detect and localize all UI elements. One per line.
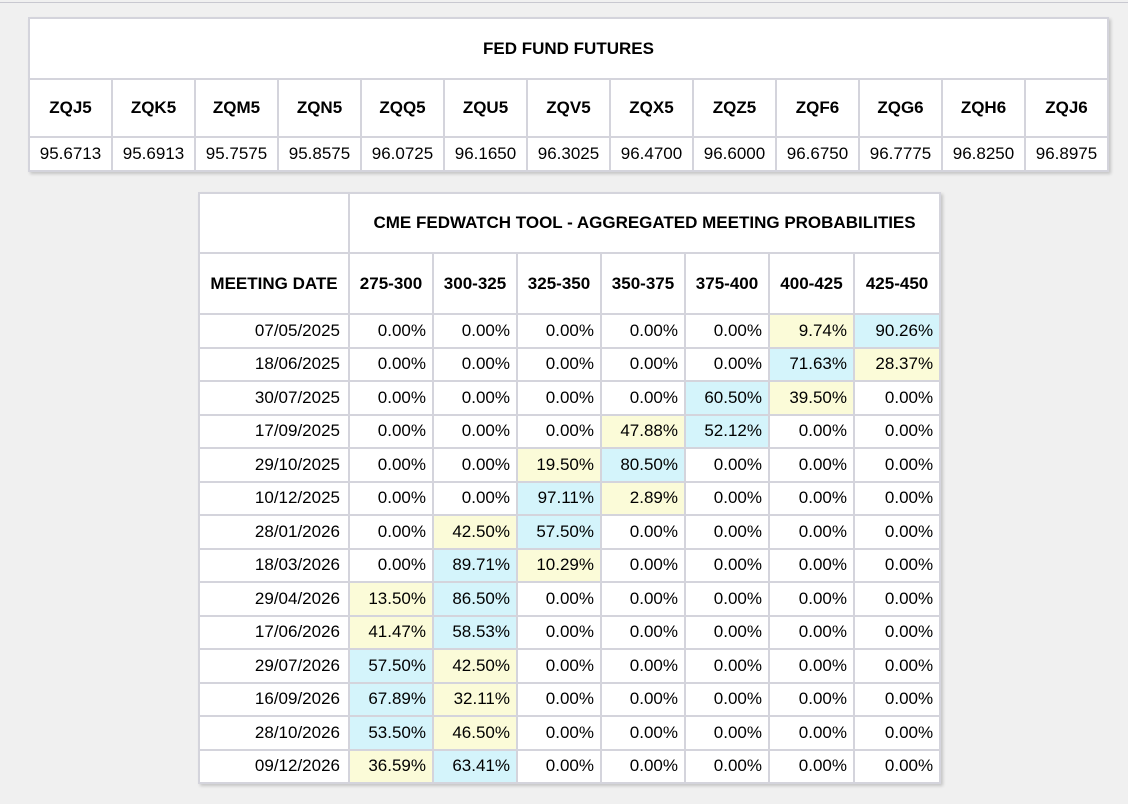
- probability-cell: 0.00%: [769, 549, 854, 583]
- probability-cell: 28.37%: [854, 348, 940, 382]
- meeting-date-cell: 30/07/2025: [199, 381, 349, 415]
- meeting-row: [199, 616, 940, 650]
- fedwatch-table-title: CME FEDWATCH TOOL - AGGREGATED MEETING PROBABILITIES: [349, 193, 940, 253]
- probability-cell: 0.00%: [601, 716, 685, 750]
- fedwatch-header-row: [199, 253, 940, 314]
- probability-cell: 0.00%: [349, 381, 433, 415]
- probability-cell: 0.00%: [601, 381, 685, 415]
- probability-cell: 0.00%: [349, 415, 433, 449]
- probability-cell: 0.00%: [769, 616, 854, 650]
- futures-symbol-cell: ZQQ5: [361, 79, 444, 137]
- probability-cell: 0.00%: [349, 448, 433, 482]
- probability-cell: 0.00%: [517, 683, 601, 717]
- futures-price-row: [29, 137, 1108, 171]
- futures-price-cell: 95.7575: [195, 137, 278, 171]
- probability-cell: 52.12%: [685, 415, 769, 449]
- probability-cell: 0.00%: [769, 515, 854, 549]
- futures-price-cell: 96.8975: [1025, 137, 1108, 171]
- rate-range-header: 400-425: [769, 253, 854, 314]
- probability-cell: 58.53%: [433, 616, 517, 650]
- probability-cell: 0.00%: [349, 314, 433, 348]
- probability-cell: 0.00%: [433, 448, 517, 482]
- meeting-row: [199, 448, 940, 482]
- probability-cell: 0.00%: [517, 348, 601, 382]
- probability-cell: 0.00%: [685, 314, 769, 348]
- meeting-row: [199, 314, 940, 348]
- futures-symbol-cell: ZQK5: [112, 79, 195, 137]
- probability-cell: 0.00%: [769, 750, 854, 784]
- meeting-date-cell: 17/06/2026: [199, 616, 349, 650]
- rate-range-header: 375-400: [685, 253, 769, 314]
- probability-cell: 0.00%: [601, 515, 685, 549]
- probability-cell: 0.00%: [854, 482, 940, 516]
- probability-cell: 0.00%: [769, 649, 854, 683]
- futures-symbol-row: [29, 79, 1108, 137]
- futures-symbol-cell: ZQU5: [444, 79, 527, 137]
- probability-cell: 80.50%: [601, 448, 685, 482]
- fedwatch-probabilities-table: [198, 192, 941, 784]
- futures-price-cell: 96.4700: [610, 137, 693, 171]
- probability-cell: 0.00%: [517, 649, 601, 683]
- probability-cell: 0.00%: [769, 482, 854, 516]
- meeting-row: [199, 683, 940, 717]
- probability-cell: 0.00%: [601, 649, 685, 683]
- probability-cell: 71.63%: [769, 348, 854, 382]
- meeting-date-cell: 28/01/2026: [199, 515, 349, 549]
- probability-cell: 0.00%: [854, 582, 940, 616]
- probability-cell: 0.00%: [433, 348, 517, 382]
- meeting-row: [199, 582, 940, 616]
- top-divider: [0, 2, 1128, 3]
- futures-price-cell: 96.8250: [942, 137, 1025, 171]
- meeting-row: [199, 482, 940, 516]
- rate-range-header: 300-325: [433, 253, 517, 314]
- probability-cell: 86.50%: [433, 582, 517, 616]
- probability-cell: 0.00%: [854, 381, 940, 415]
- futures-symbol-cell: ZQH6: [942, 79, 1025, 137]
- meeting-date-cell: 28/10/2026: [199, 716, 349, 750]
- futures-symbol-cell: ZQJ6: [1025, 79, 1108, 137]
- probability-cell: 0.00%: [601, 582, 685, 616]
- probability-cell: 0.00%: [769, 716, 854, 750]
- rate-range-header: 325-350: [517, 253, 601, 314]
- probability-cell: 90.26%: [854, 314, 940, 348]
- probability-cell: 0.00%: [517, 616, 601, 650]
- rate-range-header: 350-375: [601, 253, 685, 314]
- futures-symbol-cell: ZQF6: [776, 79, 859, 137]
- futures-symbol-cell: ZQZ5: [693, 79, 776, 137]
- meeting-row: [199, 515, 940, 549]
- probability-cell: 32.11%: [433, 683, 517, 717]
- probability-cell: 0.00%: [601, 750, 685, 784]
- probability-cell: 89.71%: [433, 549, 517, 583]
- probability-cell: 0.00%: [685, 716, 769, 750]
- probability-cell: 41.47%: [349, 616, 433, 650]
- futures-symbol-cell: ZQN5: [278, 79, 361, 137]
- probability-cell: 0.00%: [517, 582, 601, 616]
- probability-cell: 0.00%: [349, 549, 433, 583]
- probability-cell: 2.89%: [601, 482, 685, 516]
- probability-cell: 0.00%: [685, 616, 769, 650]
- probability-cell: 57.50%: [349, 649, 433, 683]
- meeting-row: [199, 649, 940, 683]
- meeting-date-cell: 29/04/2026: [199, 582, 349, 616]
- probability-cell: 0.00%: [349, 348, 433, 382]
- probability-cell: 60.50%: [685, 381, 769, 415]
- meeting-row: [199, 750, 940, 784]
- meeting-row: [199, 348, 940, 382]
- futures-price-cell: 96.6750: [776, 137, 859, 171]
- probability-cell: 39.50%: [769, 381, 854, 415]
- probability-cell: 0.00%: [769, 683, 854, 717]
- rate-range-header: 275-300: [349, 253, 433, 314]
- probability-cell: 42.50%: [433, 649, 517, 683]
- futures-table-title: FED FUND FUTURES: [29, 18, 1108, 79]
- probability-cell: 0.00%: [517, 750, 601, 784]
- meeting-date-cell: 10/12/2025: [199, 482, 349, 516]
- meeting-date-cell: 18/06/2025: [199, 348, 349, 382]
- probability-cell: 0.00%: [854, 515, 940, 549]
- probability-cell: 0.00%: [517, 415, 601, 449]
- futures-price-cell: 96.7775: [859, 137, 942, 171]
- probability-cell: 0.00%: [601, 348, 685, 382]
- blank-corner-cell: [199, 193, 349, 253]
- meeting-date-cell: 07/05/2025: [199, 314, 349, 348]
- probability-cell: 0.00%: [601, 314, 685, 348]
- probability-cell: 0.00%: [854, 415, 940, 449]
- probability-cell: 13.50%: [349, 582, 433, 616]
- probability-cell: 0.00%: [601, 683, 685, 717]
- probability-cell: 0.00%: [685, 515, 769, 549]
- probability-cell: 0.00%: [517, 716, 601, 750]
- probability-cell: 0.00%: [854, 448, 940, 482]
- probability-cell: 97.11%: [517, 482, 601, 516]
- probability-cell: 0.00%: [769, 415, 854, 449]
- rate-range-header: 425-450: [854, 253, 940, 314]
- probability-cell: 57.50%: [517, 515, 601, 549]
- probability-cell: 0.00%: [854, 683, 940, 717]
- probability-cell: 0.00%: [685, 482, 769, 516]
- probability-cell: 63.41%: [433, 750, 517, 784]
- probability-cell: 67.89%: [349, 683, 433, 717]
- futures-price-cell: 95.6913: [112, 137, 195, 171]
- futures-symbol-cell: ZQM5: [195, 79, 278, 137]
- meeting-date-cell: 17/09/2025: [199, 415, 349, 449]
- probability-cell: 0.00%: [685, 348, 769, 382]
- futures-price-cell: 96.1650: [444, 137, 527, 171]
- meeting-date-cell: 16/09/2026: [199, 683, 349, 717]
- probability-cell: 36.59%: [349, 750, 433, 784]
- futures-price-cell: 95.8575: [278, 137, 361, 171]
- probability-cell: 0.00%: [769, 448, 854, 482]
- probability-cell: 19.50%: [517, 448, 601, 482]
- probability-cell: 0.00%: [685, 649, 769, 683]
- probability-cell: 0.00%: [854, 750, 940, 784]
- meeting-row: [199, 415, 940, 449]
- probability-cell: 9.74%: [769, 314, 854, 348]
- meeting-date-cell: 29/07/2026: [199, 649, 349, 683]
- probability-cell: 0.00%: [349, 482, 433, 516]
- futures-symbol-cell: ZQV5: [527, 79, 610, 137]
- probability-cell: 0.00%: [854, 716, 940, 750]
- probability-cell: 0.00%: [433, 314, 517, 348]
- meeting-date-header: MEETING DATE: [199, 253, 349, 314]
- futures-price-cell: 95.6713: [29, 137, 112, 171]
- futures-price-cell: 96.3025: [527, 137, 610, 171]
- futures-symbol-cell: ZQG6: [859, 79, 942, 137]
- probability-cell: 0.00%: [769, 582, 854, 616]
- futures-title-row: [29, 18, 1108, 79]
- futures-price-cell: 96.6000: [693, 137, 776, 171]
- meeting-row: [199, 716, 940, 750]
- futures-symbol-cell: ZQX5: [610, 79, 693, 137]
- futures-price-cell: 96.0725: [361, 137, 444, 171]
- probability-cell: 53.50%: [349, 716, 433, 750]
- probability-cell: 0.00%: [349, 515, 433, 549]
- futures-symbol-cell: ZQJ5: [29, 79, 112, 137]
- probability-cell: 0.00%: [601, 549, 685, 583]
- probability-cell: 0.00%: [433, 482, 517, 516]
- meeting-row: [199, 549, 940, 583]
- probability-cell: 0.00%: [685, 582, 769, 616]
- probability-cell: 0.00%: [433, 415, 517, 449]
- probability-cell: 42.50%: [433, 515, 517, 549]
- fed-fund-futures-table: [28, 17, 1109, 172]
- probability-cell: 0.00%: [517, 381, 601, 415]
- probability-cell: 0.00%: [854, 616, 940, 650]
- probability-cell: 0.00%: [685, 750, 769, 784]
- meeting-row: [199, 381, 940, 415]
- fedwatch-title-row: [199, 193, 940, 253]
- meeting-date-cell: 09/12/2026: [199, 750, 349, 784]
- probability-cell: 0.00%: [517, 314, 601, 348]
- probability-cell: 0.00%: [854, 649, 940, 683]
- probability-cell: 10.29%: [517, 549, 601, 583]
- probability-cell: 0.00%: [685, 549, 769, 583]
- probability-cell: 0.00%: [685, 448, 769, 482]
- probability-cell: 0.00%: [854, 549, 940, 583]
- meeting-date-cell: 18/03/2026: [199, 549, 349, 583]
- probability-cell: 46.50%: [433, 716, 517, 750]
- probability-cell: 47.88%: [601, 415, 685, 449]
- probability-cell: 0.00%: [601, 616, 685, 650]
- meeting-date-cell: 29/10/2025: [199, 448, 349, 482]
- probability-cell: 0.00%: [685, 683, 769, 717]
- probability-cell: 0.00%: [433, 381, 517, 415]
